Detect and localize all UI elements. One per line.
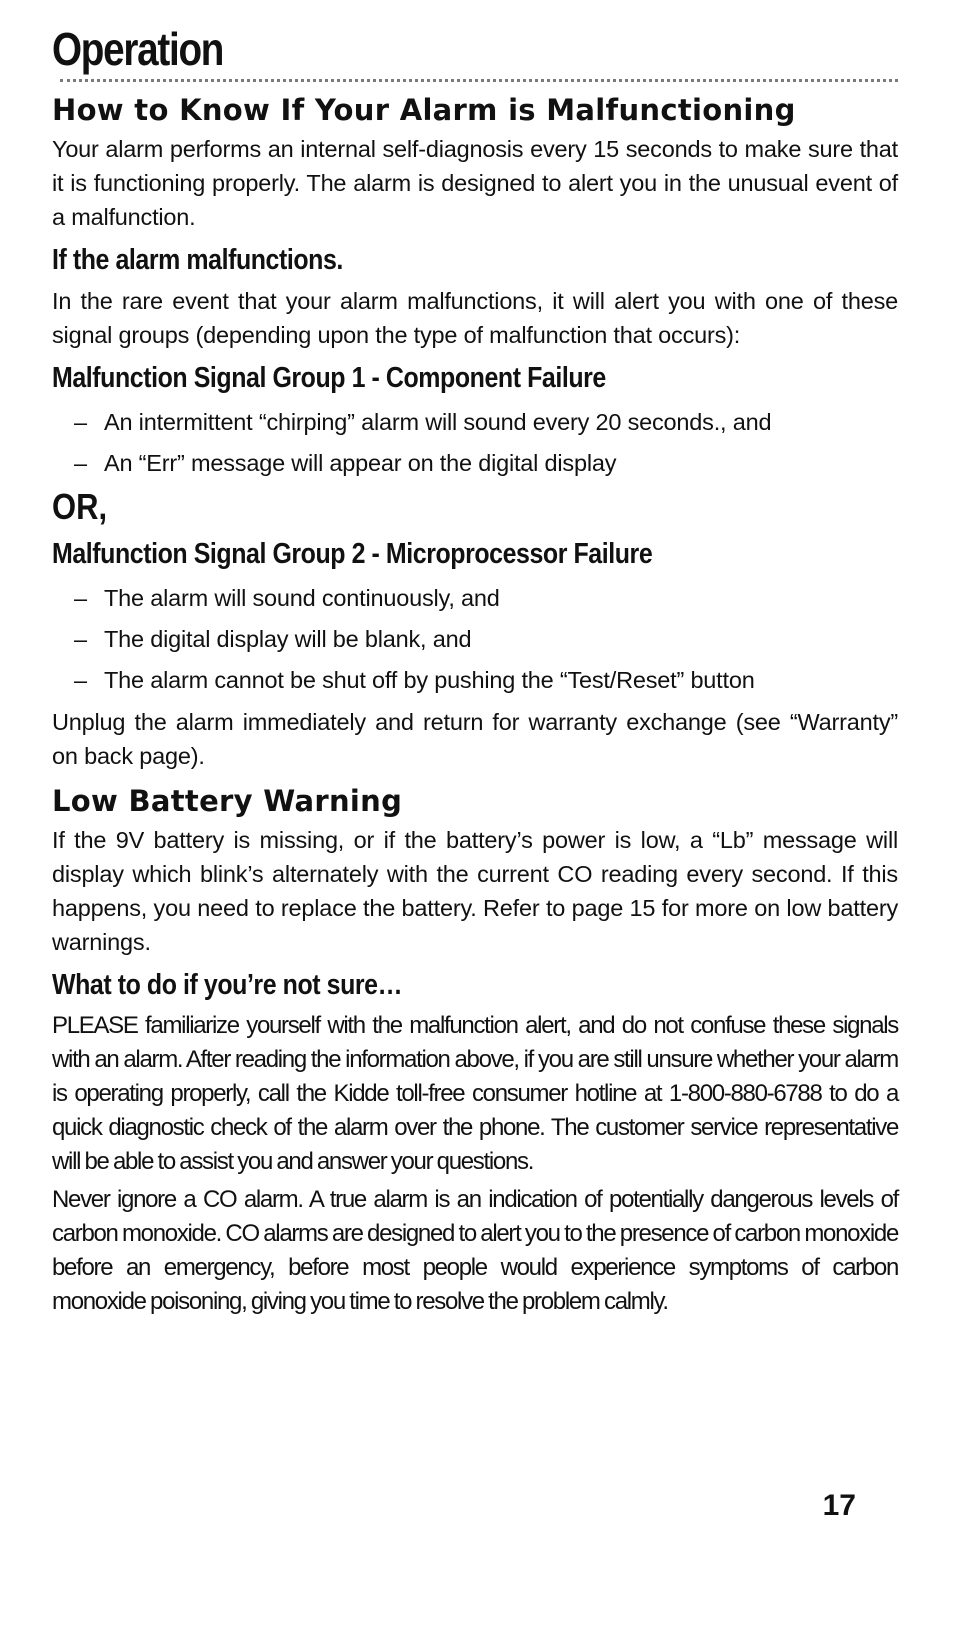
dash-bullet: –	[74, 626, 87, 652]
if-malfunctions-text: In the rare event that your alarm malfunctions, it will alert you with one of these signal groups (depending upon the type of malfunction that occurs):	[52, 288, 898, 348]
dash-bullet: –	[74, 409, 87, 435]
signal-group-1-heading: Malfunction Signal Group 1 - Component Failure	[52, 362, 606, 394]
signal-group-2-heading: Malfunction Signal Group 2 - Microprocessor Failure	[52, 538, 653, 570]
manual-page	[52, 22, 898, 1319]
dash-bullet: –	[74, 667, 87, 693]
page-title: Operation	[52, 23, 224, 75]
title-divider	[60, 79, 898, 82]
dash-bullet: –	[74, 450, 87, 476]
list-item-text: An intermittent “chirping” alarm will sound every 20 seconds., and	[104, 409, 772, 435]
list-item	[52, 578, 898, 619]
list-item	[52, 443, 898, 484]
list-item	[52, 619, 898, 660]
signal-group-2-list	[52, 578, 898, 701]
never-ignore-text: Never ignore a CO alarm. A true alarm is an indication of potentially dangerous levels of carbon monoxide. CO alarms are designed to alert you to the presence of carbon monoxide before an emergency, before most people would experience symptoms of carbon monoxide poisoning, giving you time to resolve the problem calmly.	[52, 1186, 898, 1315]
signal-group-1-list	[52, 402, 898, 484]
list-item-text: An “Err” message will appear on the digital display	[104, 450, 617, 476]
list-item	[52, 402, 898, 443]
dash-bullet: –	[74, 585, 87, 611]
low-battery-heading: Low Battery Warning	[52, 784, 403, 818]
not-sure-text: PLEASE familiarize yourself with the malfunction alert, and do not confuse these signals with an alarm. After reading the information above, if you are still unsure whether your alarm is operating properly, call the Kidde toll-free consumer hotline at 1-800-880-6788 to do a quick diagnostic check of the alarm over the phone. The customer service representative will be able to assist you and answer your questions.	[52, 1012, 898, 1175]
list-item	[52, 660, 898, 701]
list-item-text: The alarm cannot be shut off by pushing the “Test/Reset” button	[104, 667, 755, 693]
if-malfunctions-heading: If the alarm malfunctions.	[52, 244, 343, 276]
malfunction-section-heading: How to Know If Your Alarm is Malfunctioning	[52, 93, 796, 127]
malfunction-intro-text: Your alarm performs an internal self-diagnosis every 15 seconds to make sure that it is functioning properly. The alarm is designed to alert you in the unusual event of a malfunction.	[52, 136, 898, 230]
page-number: 17	[822, 1489, 856, 1522]
list-item-text: The digital display will be blank, and	[104, 626, 472, 652]
list-item-text: The alarm will sound continuously, and	[104, 585, 500, 611]
or-separator: OR,	[52, 486, 108, 527]
not-sure-heading: What to do if you’re not sure…	[52, 969, 403, 1001]
unplug-instruction-text: Unplug the alarm immediately and return for warranty exchange (see “Warranty” on back page).	[52, 709, 898, 769]
low-battery-text: If the 9V battery is missing, or if the battery’s power is low, a “Lb” message will display which blink’s alternately with the current CO reading every second. If this happens, you need to replace the battery. Refer to page 15 for more on low battery warnings.	[52, 827, 898, 955]
